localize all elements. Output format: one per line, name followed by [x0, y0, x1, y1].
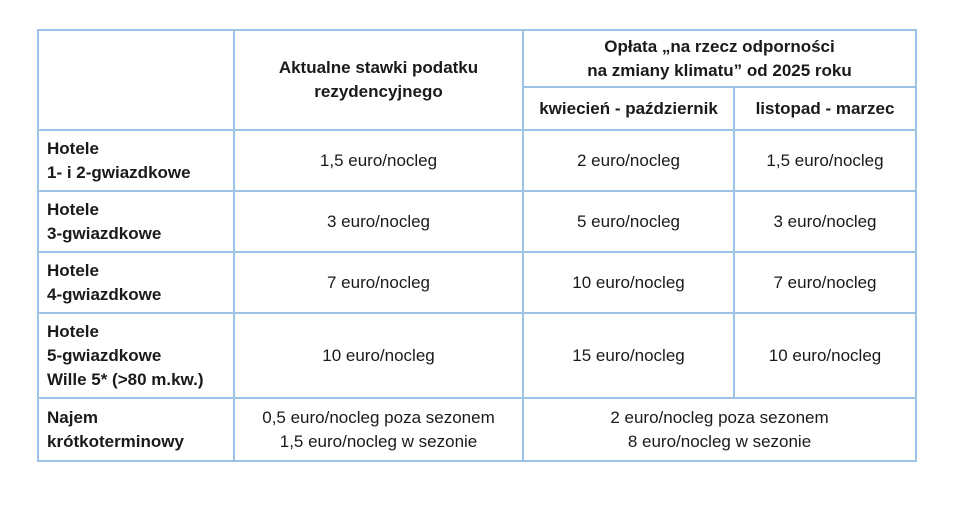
table-row [38, 130, 916, 191]
header-season-high: kwiecień - październik [523, 87, 734, 130]
high-season-cell: 15 euro/nocleg [523, 313, 734, 398]
header-row [38, 30, 916, 87]
low-season-cell: 7 euro/nocleg [734, 252, 916, 313]
new-fee-cell: 2 euro/nocleg poza sezonem 8 euro/nocleg w sezonie [523, 398, 916, 461]
corner-cell [38, 30, 234, 130]
table-row [38, 252, 916, 313]
header-current-rates: Aktualne stawki podatku rezydencyjnego [234, 30, 523, 130]
high-season-cell: 5 euro/nocleg [523, 191, 734, 252]
row-label: Najem krótkoterminowy [38, 398, 234, 461]
short-term-rental-row [38, 398, 916, 461]
header-season-low: listopad - marzec [734, 87, 916, 130]
current-rate-cell: 3 euro/nocleg [234, 191, 523, 252]
low-season-cell: 1,5 euro/nocleg [734, 130, 916, 191]
high-season-cell: 10 euro/nocleg [523, 252, 734, 313]
current-rate-cell: 7 euro/nocleg [234, 252, 523, 313]
row-label: Hotele 1- i 2-gwiazdkowe [38, 130, 234, 191]
high-season-cell: 2 euro/nocleg [523, 130, 734, 191]
table-row [38, 313, 916, 398]
current-rate-cell: 1,5 euro/nocleg [234, 130, 523, 191]
current-rate-cell: 0,5 euro/nocleg poza sezonem 1,5 euro/nocleg w sezonie [234, 398, 523, 461]
low-season-cell: 10 euro/nocleg [734, 313, 916, 398]
table-row [38, 191, 916, 252]
tax-rates-table [37, 29, 917, 462]
header-new-fee: Opłata „na rzecz odporności na zmiany klimatu” od 2025 roku [523, 30, 916, 87]
row-label: Hotele 3-gwiazdkowe [38, 191, 234, 252]
low-season-cell: 3 euro/nocleg [734, 191, 916, 252]
current-rate-cell: 10 euro/nocleg [234, 313, 523, 398]
row-label: Hotele 5-gwiazdkowe Wille 5* (>80 m.kw.) [38, 313, 234, 398]
row-label: Hotele 4-gwiazdkowe [38, 252, 234, 313]
